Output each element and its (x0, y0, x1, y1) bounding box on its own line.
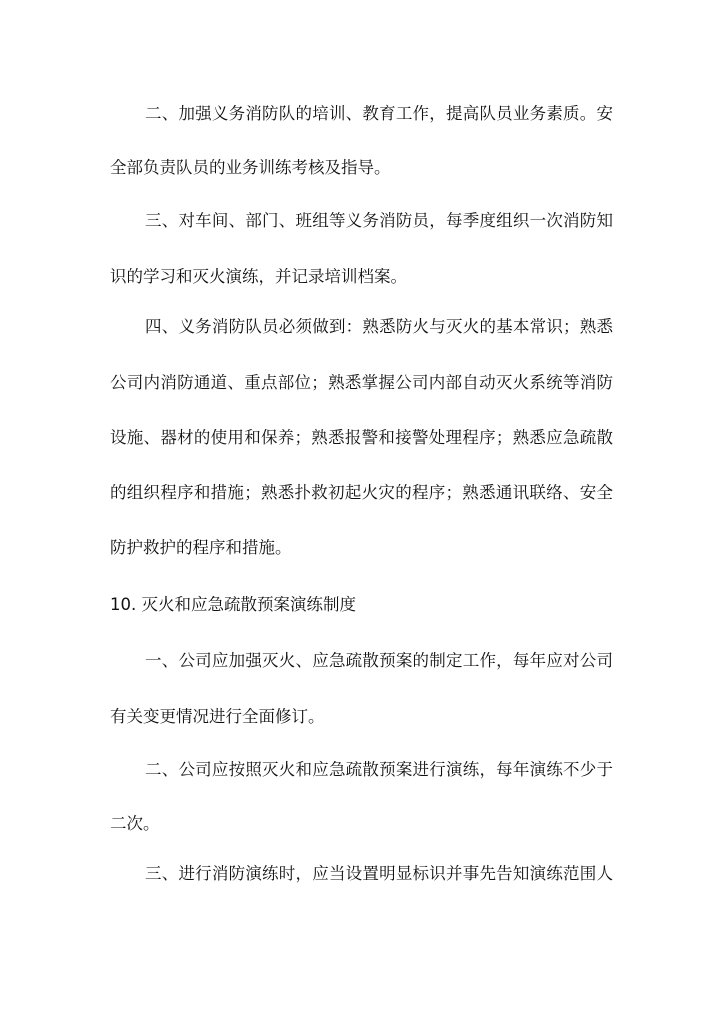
paragraph-line: 二、公司应按照灭火和应急疏散预案进行演练，每年演练不少于 (145, 760, 613, 779)
paragraph-line: 二次。 (110, 814, 160, 833)
paragraph-line: 全部负责队员的业务训练考核及指导。 (110, 158, 391, 177)
paragraph-line: 二、加强义务消防队的培训、教育工作，提高队员业务素质。安 (145, 104, 613, 123)
paragraph-line: 一、公司应加强灭火、应急疏散预案的制定工作，每年应对公司 (145, 651, 613, 670)
paragraph-line: 设施、器材的使用和保养；熟悉报警和接警处理程序；熟悉应急疏散 (110, 428, 613, 447)
paragraph-line: 的组织程序和措施；熟悉扑救初起火灾的程序；熟悉通讯联络、安全 (110, 483, 613, 502)
paragraph-line: 三、进行消防演练时，应当设置明显标识并事先告知演练范围人 (145, 864, 613, 883)
paragraph-line: 三、对车间、部门、班组等义务消防员，每季度组织一次消防知 (145, 211, 613, 230)
paragraph-line: 防护救护的程序和措施。 (110, 538, 292, 557)
paragraph-line: 四、义务消防队员必须做到：熟悉防火与灭火的基本常识；熟悉 (145, 317, 613, 336)
paragraph-line: 有关变更情况进行全面修订。 (110, 707, 325, 726)
paragraph-line: 公司内消防通道、重点部位；熟悉掌握公司内部自动灭火系统等消防 (110, 373, 613, 392)
section-heading: 10. 灭火和应急疏散预案演练制度 (110, 595, 356, 614)
paragraph-line: 识的学习和灭火演练，并记录培训档案。 (110, 267, 407, 286)
